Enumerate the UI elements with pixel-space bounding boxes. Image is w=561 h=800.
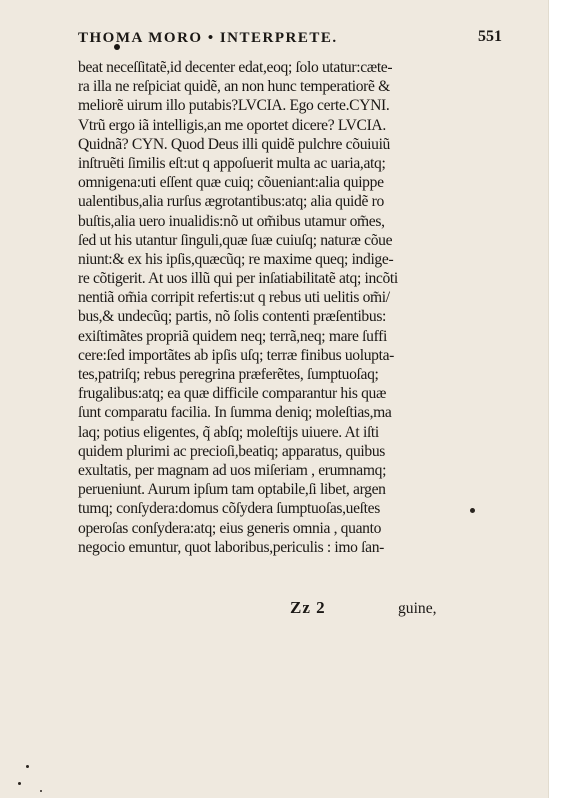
text-line: ualentibus,alia rurſus ægrotantibus:atq; alia quidẽ ro bbox=[78, 193, 384, 211]
text-line: frugalibus:atq; ea quæ difficile comparantur his quæ bbox=[78, 385, 387, 403]
signature-mark: Zz 2 bbox=[290, 598, 326, 617]
text-line: re cõtigerit. At uos illũ qui per inſatiabilitatẽ atq; incõti bbox=[78, 270, 398, 288]
text-line: tes,patriſq; rebus peregrina præferẽtes, ſumptuoſaq; bbox=[78, 366, 379, 383]
page-footer bbox=[0, 598, 548, 624]
page-number: 551 bbox=[478, 28, 502, 45]
text-line: beat neceſſitatẽ,id decenter edat,eoq; ſolo utatur:cæte- bbox=[78, 59, 393, 76]
text-line: meliorẽ uirum illo putabis?LVCIA. Ego certe.CYNI. bbox=[78, 97, 390, 115]
ink-speck bbox=[26, 765, 29, 768]
text-line: operoſas conſydera:atq; eius generis omnia , quanto bbox=[78, 519, 382, 537]
ink-speck bbox=[470, 508, 475, 513]
page-header bbox=[0, 28, 548, 52]
text-line: niunt:& ex his ipſis,quæcũq; re maxime queq; indige- bbox=[78, 250, 394, 268]
catchword: guine, bbox=[398, 600, 437, 617]
text-line: inſtruẽti ſimilis eſt:ut q appoſuerit multa ac uaria,atq; bbox=[78, 154, 386, 172]
text-line: ſunt comparatu facilia. In ſumma deniq; moleſtias,ma bbox=[78, 404, 392, 422]
text-line: ſed ut his utantur ſinguli,quæ ſuæ cuiuſq; naturæ cõue bbox=[78, 231, 393, 249]
running-head: THOMA MORO • INTERPRETE. bbox=[78, 30, 338, 46]
text-line: nentiã om̃ia corripit refertis:ut q rebus uti uelitis om̃i/ bbox=[78, 289, 390, 307]
text-line: exultatis, per magnam ad uos miſeriam , erumnamq; bbox=[78, 461, 387, 479]
body-text bbox=[78, 58, 473, 557]
text-line: negocio emuntur, quot laboribus,periculis : imo ſan- bbox=[78, 538, 384, 556]
ink-speck bbox=[18, 782, 21, 785]
text-line: bus,& undecũq; partis, nõ ſolis contenti præſentibus: bbox=[78, 308, 387, 326]
text-line: buſtis,alia uero inualidis:nõ ut om̃ibus utamur om̃es, bbox=[78, 212, 385, 230]
text-line: cere:ſed importãtes ab ipſis uſq; terræ finibus uolupta- bbox=[78, 346, 395, 364]
text-line: tumq; conſydera:domus cõſydera ſumptuoſas,ueſtes bbox=[78, 500, 380, 518]
ink-speck bbox=[40, 790, 42, 792]
text-line: Vtrũ ergo iã intelligis,an me oportet dicere? LVCIA. bbox=[78, 116, 386, 134]
text-line: exiſtimãtes propriã quidem neq; terrã,neq; mare ſuffi bbox=[78, 327, 387, 345]
text-line: quidem plurimi ac precioſi,beatiq; apparatus, quibus bbox=[78, 442, 386, 460]
text-line: laq; potius eligentes, q̃ abſq; moleſtijs uiuere. At iſti bbox=[78, 423, 379, 441]
text-line: Quidnã? CYN. Quod Deus illi quidẽ pulchre cõuiuiũ bbox=[78, 135, 390, 153]
text-line: ra illa ne reſpiciat quidẽ, an non hunc temperatiorẽ & bbox=[78, 78, 390, 96]
text-line: omnigena:uti eſſent quæ cuiq; cõueniant:alia quippe bbox=[78, 174, 384, 192]
text-line: perueniunt. Aurum ipſum tam optabile,ſi libet, argen bbox=[78, 481, 386, 499]
